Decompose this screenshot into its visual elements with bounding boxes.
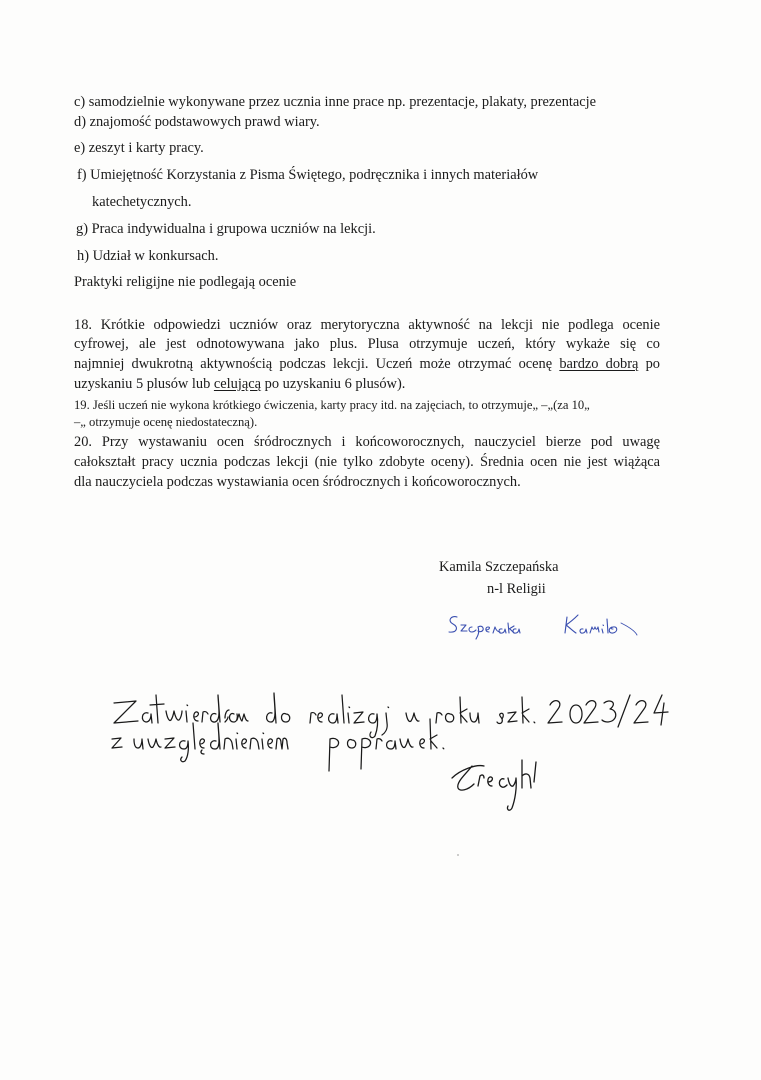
criterion-e: e) zeszyt i karty pracy. bbox=[74, 140, 204, 156]
religious-practices-note: Praktyki religijne nie podlegają ocenie bbox=[74, 274, 297, 290]
paragraph-18-line4-a: uzyskaniu 5 plusów lub bbox=[74, 376, 214, 392]
criterion-f-line2: katechetycznych. bbox=[92, 194, 192, 210]
paragraph-18-line1: 18. Krótkie odpowiedzi uczniów oraz merytoryczna aktywność na lekcji nie podlega ocenie bbox=[74, 317, 660, 333]
paragraph-20-line2: całokształt pracy ucznia podczas lekcji (nie tylko zdobyte oceny). Średnia ocen nie jest wiążąca bbox=[74, 454, 660, 470]
paper-speck bbox=[455, 852, 461, 858]
criterion-h: h) Udział w konkursach. bbox=[77, 248, 219, 264]
paragraph-19-line1: 19. Jeśli uczeń nie wykona krótkiego ćwiczenia, karty pracy itd. na zajęciach, to otrzymuje„ –„(za 10„ bbox=[74, 398, 590, 412]
criterion-f-line1: f) Umiejętność Korzystania z Pisma Świętego, podręcznika i innych materiałów bbox=[77, 167, 539, 183]
teacher-role: n-l Religii bbox=[487, 581, 546, 597]
paragraph-18-line4-b: po uzyskaniu 6 plusów). bbox=[261, 376, 406, 392]
paragraph-19-line2: –„ otrzymuje ocenę niedostateczną). bbox=[74, 415, 258, 429]
criterion-c: c) samodzielnie wykonywane przez ucznia inne prace np. prezentacje, plakaty, prezentacje bbox=[74, 94, 597, 110]
teacher-handwritten-signature bbox=[445, 605, 665, 645]
grade-very-good: bardzo dobrą bbox=[559, 356, 639, 372]
criterion-g: g) Praca indywidualna i grupowa uczniów na lekcji. bbox=[76, 221, 376, 237]
paragraph-18-line3 bbox=[74, 355, 660, 373]
paragraph-18-line3-text: najmniej dwukrotną aktywnością podczas lekcji. Uczeń może otrzymać ocenę bbox=[74, 356, 553, 372]
paragraph-18-line3-end: po bbox=[638, 356, 660, 372]
teacher-name: Kamila Szczepańska bbox=[439, 559, 559, 575]
paragraph-20-line3: dla nauczyciela podczas wystawiania ocen śródrocznych i końcoworocznych. bbox=[74, 474, 521, 490]
paragraph-18-line2: cyfrowej, ale jest odnotowywana jako plus. Plusa otrzymuje uczeń, który wykaże się co bbox=[74, 336, 660, 352]
paragraph-20-line1: 20. Przy wystawaniu ocen śródrocznych i końcoworocznych, nauczyciel bierze pod uwagę bbox=[74, 434, 660, 450]
paragraph-18-line4 bbox=[74, 375, 660, 393]
approval-handwritten-note bbox=[110, 683, 750, 773]
grade-excellent: celującą bbox=[213, 376, 262, 392]
director-handwritten-signature bbox=[448, 752, 578, 822]
criterion-d: d) znajomość podstawowych prawd wiary. bbox=[74, 114, 320, 130]
